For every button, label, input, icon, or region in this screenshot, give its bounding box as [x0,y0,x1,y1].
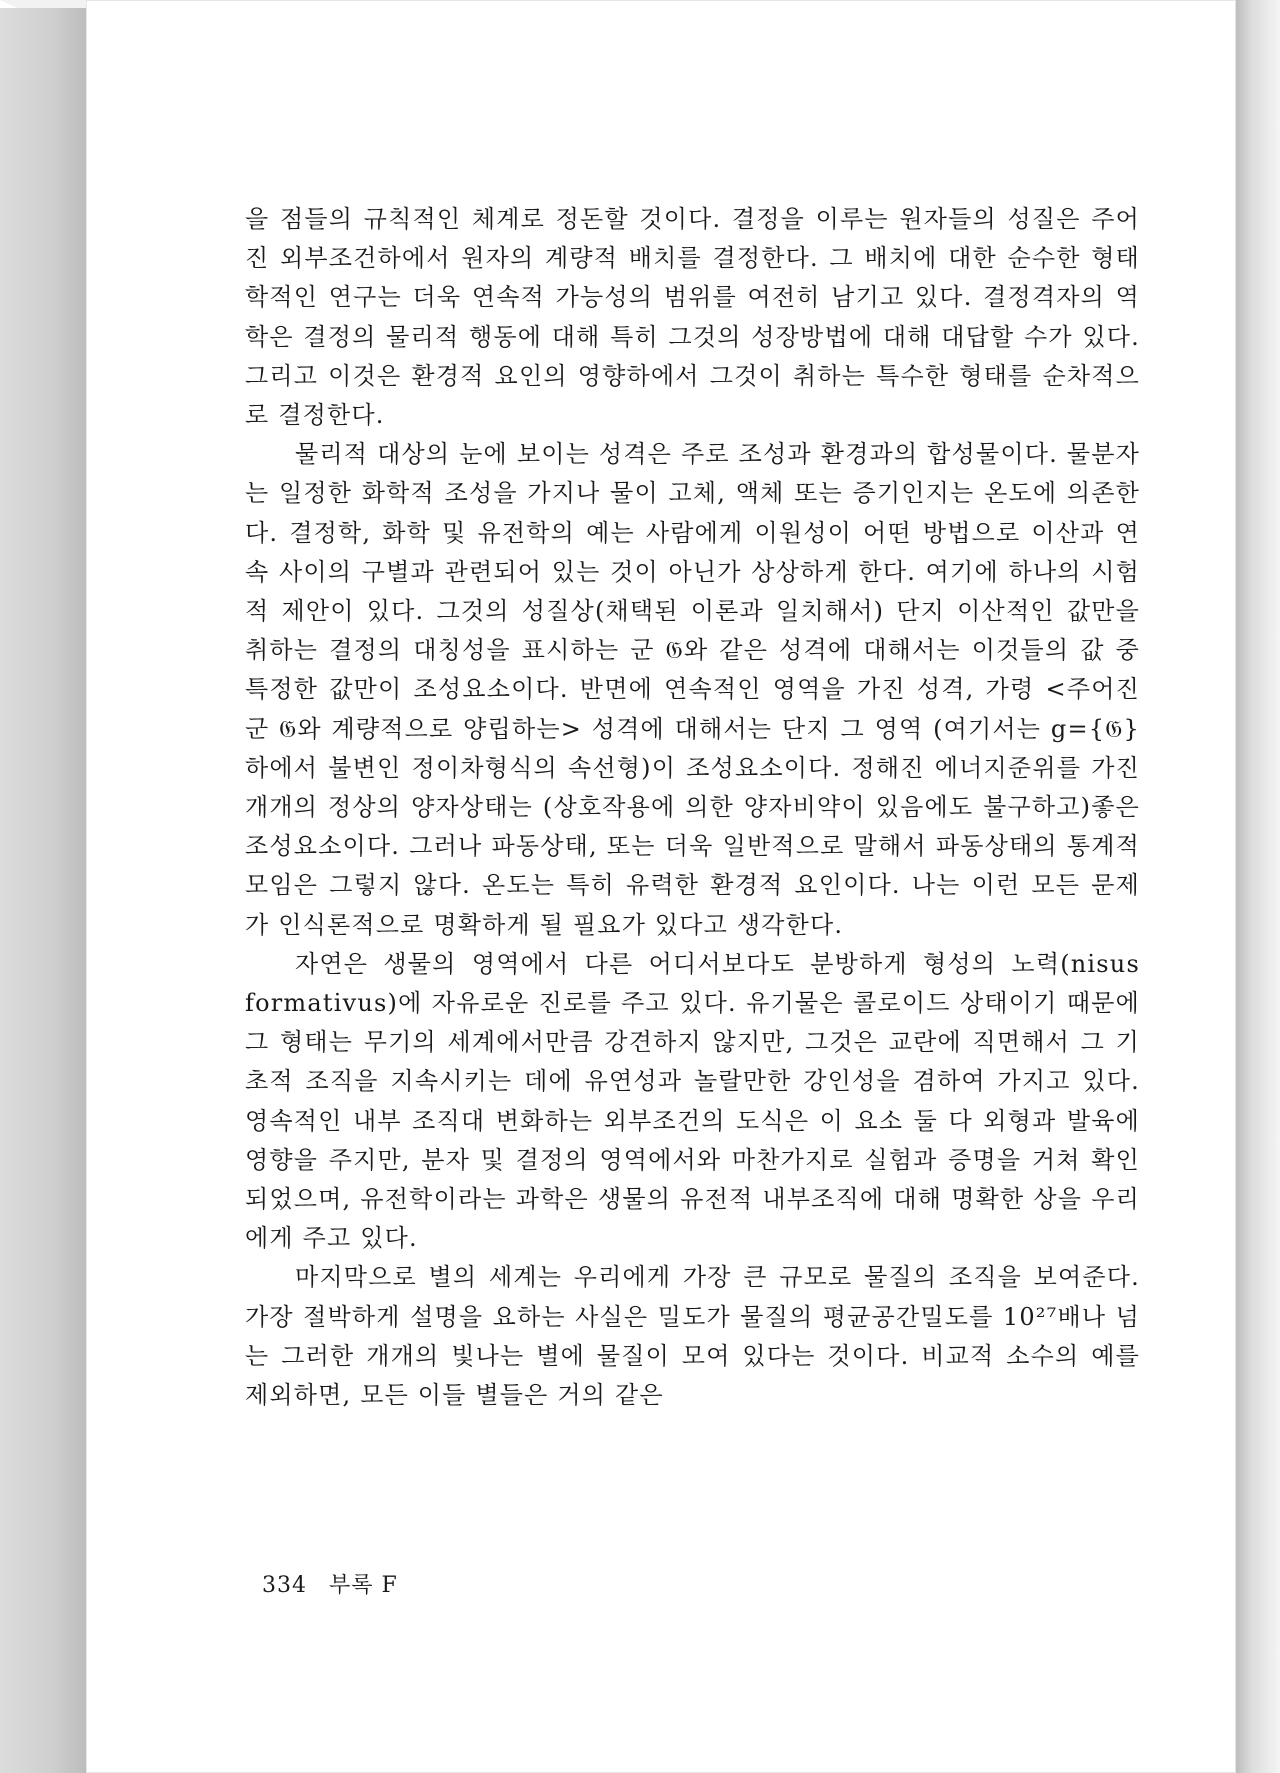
paragraph-3: 자연은 생물의 영역에서 다른 어디서보다도 분방하게 형성의 노력(nisus formativus)에 자유로운 진로를 주고 있다. 유기물은 콜로이드 상태이기 때문에 그 형태는 무기의 세계에서만큼 강견하지 않지만, 그것은 교란에 직면해서 그 기초적 조직을 지속시키는 데에 유연성과 놀랄만한 강인성을 겸하여 가지고 있다. 영속적인 내부 조직대 변화하는 외부조건의 도식은 이 요소 둘 다 외형과 발육에 영향을 주지만, 분자 및 결정의 영역에서와 마찬가지로 실험과 증명을 거쳐 확인되었으며, 유전학이라는 과학은 생물의 유전적 내부조직에 대해 명확한 상을 우리에게 주고 있다. [245,949,1140,1253]
paragraph-4: 마지막으로 별의 세계는 우리에게 가장 큰 규모로 물질의 조직을 보여준다. 가장 절박하게 설명을 요하는 사실은 밀도가 물질의 평균공간밀도를 10²⁷배나 넘는 그러한 개개의 빛나는 별에 물질이 모여 있다는 것이다. 비교적 소수의 예를 제외하면, 모든 이들 별들은 거의 같은 [245,1263,1140,1410]
page-footer [262,1568,398,1599]
book-spine-edge [0,8,86,1773]
page-number: 334 [262,1573,307,1598]
section-label: 부록 F [329,1573,398,1598]
paragraph-2: 물리적 대상의 눈에 보이는 성격은 주로 조성과 환경과의 합성물이다. 물분자는 일정한 화학적 조성을 가지나 물이 고체, 액체 또는 증기인지는 온도에 의존한다. 결정학, 화학 및 유전학의 예는 사람에게 이원성이 어떤 방법으로 이산과 연속 사이의 구별과 관련되어 있는 것이 아닌가 상상하게 한다. 여기에 하나의 시험적 제안이 있다. 그것의 성질상(채택된 이론과 일치해서) 단지 이산적인 값만을 취하는 결정의 대칭성을 표시하는 군 𝔊와 같은 성격에 대해서는 이것들의 값 중 특정한 값만이 조성요소이다. 반면에 연속적인 영역을 가진 성격, 가령 <주어진 군 𝔊와 계량적으로 양립하는> 성격에 대해서는 단지 그 영역 (여기서는 g={𝔊}하에서 불변인 정이차형식의 속선형)이 조성요소이다. 정해진 에너지준위를 가진 개개의 정상의 양자상태는 (상호작용에 의한 양자비약이 있음에도 불구하고)좋은 조성요소이다. 그러나 파동상태, 또는 더욱 일반적으로 말해서 파동상태의 통계적 모임은 그렇지 않다. 온도는 특히 유력한 환경적 요인이다. 나는 이런 모든 문제가 인식론적으로 명확하게 될 필요가 있다고 생각한다. [245,440,1140,939]
paragraph-1: 을 점들의 규칙적인 체계로 정돈할 것이다. 결정을 이루는 원자들의 성질은 주어진 외부조건하에서 원자의 계량적 배치를 결정한다. 그 배치에 대한 순수한 형태학적인 연구는 더욱 연속적 가능성의 범위를 여전히 남기고 있다. 결정격자의 역학은 결정의 물리적 행동에 대해 특히 그것의 성장방법에 대해 대답할 수가 있다. 그리고 이것은 환경적 요인의 영향하에서 그것이 취하는 특수한 형태를 순차적으로 결정한다. [245,205,1140,430]
page-right-shadow [1236,0,1280,1773]
body-text [245,200,1140,1415]
